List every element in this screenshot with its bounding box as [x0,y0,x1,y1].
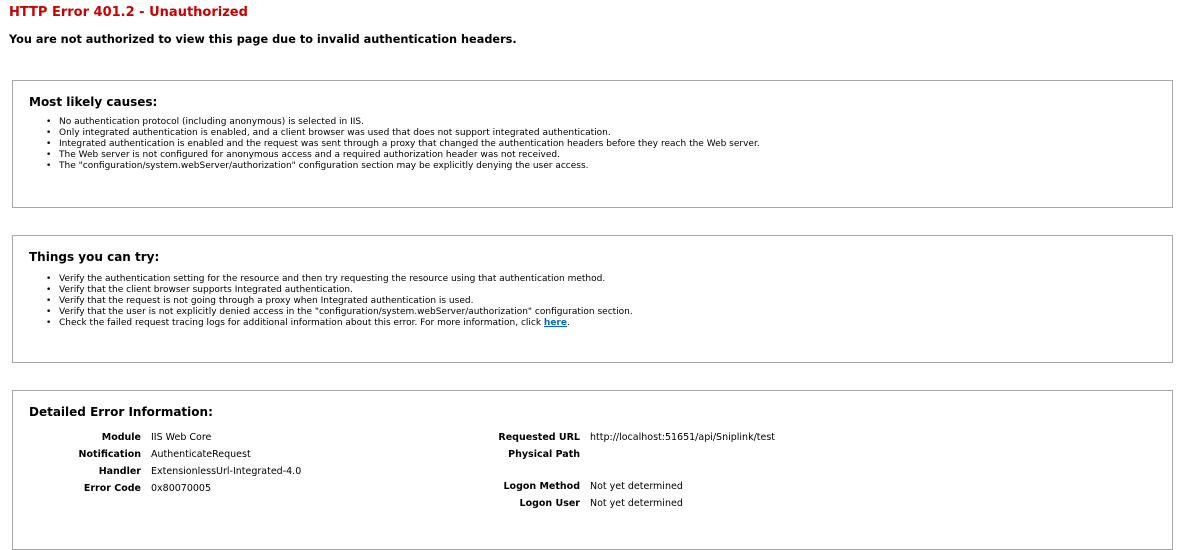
table-row [37,447,301,464]
detail-key: Error Code [83,483,141,494]
details-right-table [475,430,775,513]
list-item: • Only integrated authentication is enabled, and a client browser was used that does not support integrated authentication. [59,128,760,139]
list-item: • Verify that the client browser supports Integrated authentication. [59,285,633,296]
detail-key: Notification [78,449,141,460]
detail-key: Requested URL [498,432,580,443]
detail-value: IIS Web Core [151,432,212,443]
detail-key: Module [101,432,141,443]
detail-key: Logon User [519,498,580,509]
error-header [0,0,1187,21]
detail-key: Logon Method [503,481,580,492]
table-row [475,479,775,496]
list-item: • No authentication protocol (including anonymous) is selected in IIS. [59,117,760,128]
details-left-table [37,430,301,498]
table-row [475,430,775,447]
list-item [59,318,633,329]
detail-key: Handler [98,466,141,477]
list-item: • The "configuration/system.webServer/authorization" configuration section may be explicitly denying the user access. [59,161,760,172]
table-row [37,430,301,447]
tracing-logs-text: Check the failed request tracing logs for additional information about this error. For more information, click [59,318,544,328]
list-item: • Verify that the request is not going through a proxy when Integrated authentication is used. [59,296,633,307]
period-text: . [566,318,570,328]
list-item: • Integrated authentication is enabled and the request was sent through a proxy that changed the authentication headers before they reach the Web server. [59,139,760,150]
table-row [475,496,775,513]
most-likely-causes-panel [12,80,1173,208]
detailed-error-panel [12,390,1173,550]
table-row [475,447,775,464]
table-row [475,464,775,479]
detail-value: Not yet determined [590,498,683,509]
table-row [37,481,301,498]
table-row [37,464,301,481]
list-item: • Verify the authentication setting for the resource and then try requesting the resource using that authentication method. [59,274,633,285]
detail-value [590,447,775,464]
error-title: HTTP Error 401.2 - Unauthorized [9,5,248,20]
things-to-try-panel [12,235,1173,363]
list-item: • Verify that the user is not explicitly denied access in the "configuration/system.webServer/authorization" configuration section. [59,307,633,318]
list-item: • The Web server is not configured for anonymous access and a required authorization header was not received. [59,150,760,161]
detail-value: AuthenticateRequest [151,449,251,460]
detail-value: ExtensionlessUrl-Integrated-4.0 [151,466,302,477]
causes-heading: Most likely causes: [29,95,158,109]
error-subtitle: You are not authorized to view this page due to invalid authentication headers. [9,33,517,46]
try-list [59,274,633,329]
detail-value: 0x80070005 [151,483,212,494]
detail-key: Physical Path [508,449,580,460]
detail-value: http://localhost:51651/api/Sniplink/test [590,432,776,443]
details-heading: Detailed Error Information: [29,405,213,419]
here-link[interactable]: here [543,318,567,328]
detail-value: Not yet determined [590,481,683,492]
causes-list [59,117,760,172]
try-heading: Things you can try: [29,250,160,264]
